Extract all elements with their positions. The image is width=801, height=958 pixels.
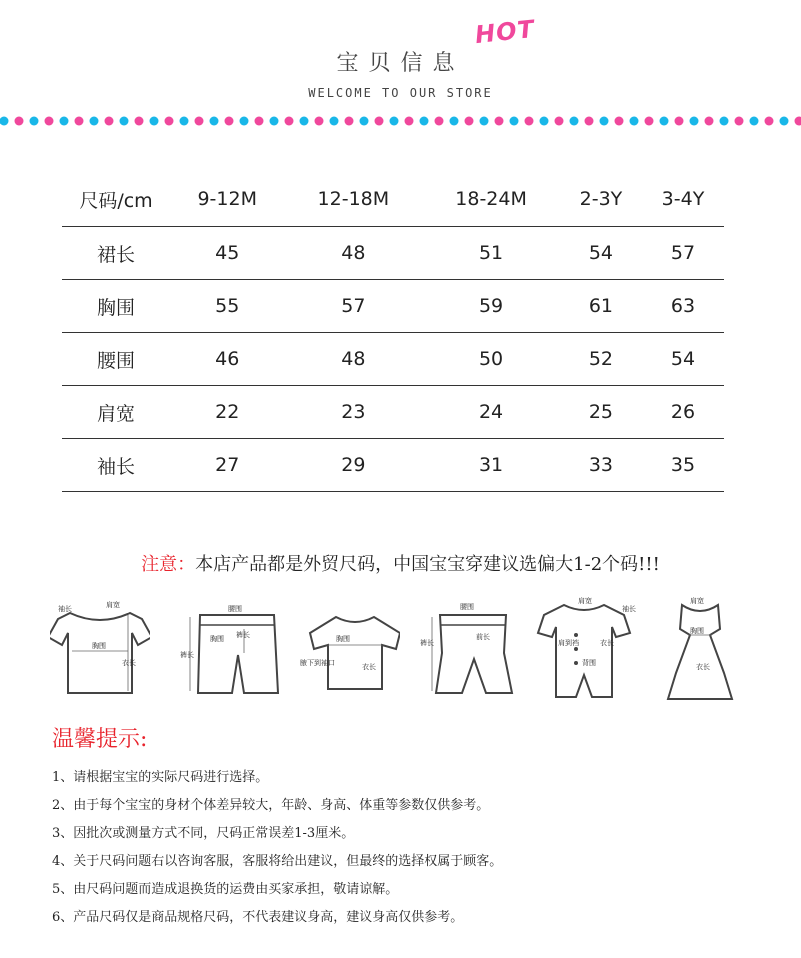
divider-dot [210, 117, 219, 126]
table-cell: 31 [478, 454, 504, 476]
page-subtitle: WELCOME TO OUR STORE [308, 86, 493, 100]
table-header-cell: 2-3Y [579, 188, 623, 210]
row-label: 腰围 [96, 349, 135, 372]
divider-dot [225, 117, 234, 126]
table-cell: 48 [341, 348, 366, 370]
diagram-label: 腰围 [228, 605, 242, 613]
divider-dot [390, 117, 399, 126]
table-row [62, 439, 724, 492]
table-cell: 57 [341, 295, 366, 317]
diagram-label: 衣长 [362, 663, 376, 671]
divider-dot [540, 117, 549, 126]
divider-dot [150, 117, 159, 126]
diagram-label: 背围 [582, 659, 596, 667]
measurement-diagrams [50, 593, 750, 705]
divider-dot [255, 117, 264, 126]
divider-dot [765, 117, 774, 126]
list-item: 6、产品尺码仅是商品规格尺码，不代表建议身高，建议身高仅供参考。 [52, 910, 464, 925]
divider-dot [120, 117, 129, 126]
diagram-label: 袖长 [622, 605, 636, 613]
diagram-label: 裤长 [180, 651, 194, 659]
divider-dot [90, 117, 99, 126]
table-cell: 35 [670, 454, 696, 476]
table-row [62, 386, 724, 439]
diagram-label: 裤长 [420, 639, 434, 647]
hot-badge: HOT [473, 14, 537, 50]
diagram-label: 肩宽 [106, 601, 120, 609]
tips-title: 温馨提示: [52, 727, 148, 752]
table-row [62, 333, 724, 386]
diagram-label: 肩宽 [578, 597, 592, 605]
divider-dot [750, 117, 759, 126]
divider-dot [645, 117, 654, 126]
divider-dot [570, 117, 579, 126]
table-header-row [62, 172, 724, 227]
diagram-label: 肩到裆 [558, 639, 579, 647]
divider-dot [105, 117, 114, 126]
list-item: 5、由尺码问题而造成退换货的运费由买家承担，敬请谅解。 [52, 882, 399, 897]
list-item: 1、请根据宝宝的实际尺码进行选择。 [52, 770, 269, 785]
table-cell: 51 [478, 242, 504, 264]
table-header-cell: 18-24M [455, 188, 527, 210]
table-cell: 25 [588, 401, 614, 423]
table-row [62, 280, 724, 333]
row-label: 裙长 [96, 243, 135, 266]
divider-dot [45, 117, 54, 126]
divider-dot [465, 117, 474, 126]
list-item: 2、由于每个宝宝的身材个体差异较大，年龄、身高、体重等参数仅供参考。 [52, 798, 490, 813]
divider-dot [300, 117, 309, 126]
divider-dot [480, 117, 489, 126]
divider-dot [675, 117, 684, 126]
diagram-label: 衣长 [122, 659, 136, 667]
divider-dot [450, 117, 459, 126]
diagram-label: 腋下到袖口 [300, 659, 335, 667]
table-header-cell: 12-18M [317, 188, 390, 210]
diagram-label: 腰围 [460, 603, 474, 611]
divider-dot [525, 117, 534, 126]
divider-dot [630, 117, 639, 126]
size-notice [0, 550, 801, 576]
table-cell: 24 [478, 401, 504, 423]
table-cell: 48 [341, 242, 366, 264]
divider-dot [585, 117, 594, 126]
divider-dot [270, 117, 279, 126]
table-cell: 22 [215, 401, 240, 423]
table-cell: 33 [588, 454, 614, 476]
row-label: 袖长 [96, 455, 135, 478]
table-header-cell: 3-4Y [661, 188, 705, 210]
diagram-label: 裤长 [236, 631, 250, 639]
table-row [62, 227, 724, 280]
notice-label: 注意： [141, 554, 196, 575]
romper-diagram [530, 593, 640, 705]
divider-dot [555, 117, 564, 126]
table-cell: 54 [588, 242, 614, 264]
shorts-diagram [178, 593, 288, 705]
diagram-label: 胸围 [690, 627, 704, 635]
table-header-cell: 9-12M [197, 188, 257, 210]
row-label: 胸围 [96, 296, 135, 319]
list-item: 3、因批次或测量方式不同，尺码正常误差1-3厘米。 [52, 826, 355, 841]
divider-dot [705, 117, 714, 126]
divider-dot [660, 117, 669, 126]
divider-dot [180, 117, 189, 126]
divider-dot [735, 117, 744, 126]
divider-dot [360, 117, 369, 126]
divider-dot [0, 117, 9, 126]
divider-dot [435, 117, 444, 126]
row-label: 肩宽 [96, 402, 135, 425]
table-cell: 45 [215, 242, 240, 264]
divider-dot [165, 117, 174, 126]
divider-dot [75, 117, 84, 126]
divider-dot [795, 117, 801, 126]
divider-dot [240, 117, 249, 126]
dress-diagram [650, 593, 750, 705]
divider-dot [345, 117, 354, 126]
divider-dot [315, 117, 324, 126]
page-title: 宝贝信息 [336, 51, 465, 76]
table-header-cell: 尺码/cm [79, 189, 153, 212]
tips-list [52, 768, 502, 936]
divider-dot [600, 117, 609, 126]
size-table [62, 172, 724, 492]
tshirt-diagram [50, 593, 150, 705]
divider-dot [30, 117, 39, 126]
divider-dot [60, 117, 69, 126]
diagram-label: 肩宽 [690, 597, 704, 605]
divider-dot [195, 117, 204, 126]
diagram-label: 胸围 [336, 635, 350, 643]
table-cell: 54 [670, 348, 696, 370]
divider-dot [405, 117, 414, 126]
diagram-label: 衣长 [600, 639, 614, 647]
diagram-label: 前长 [476, 633, 490, 641]
divider-dot [720, 117, 729, 126]
diagram-label: 衣长 [696, 663, 710, 671]
table-cell: 55 [215, 295, 240, 317]
diagram-label: 胸围 [92, 642, 106, 650]
table-cell: 26 [670, 401, 696, 423]
divider-dot [510, 117, 519, 126]
table-cell: 50 [478, 348, 504, 370]
table-cell: 23 [341, 401, 366, 423]
notice-text: 本店产品都是外贸尺码，中国宝宝穿建议选偏大1-2个码!!! [195, 554, 660, 575]
divider-dot [780, 117, 789, 126]
divider-dot [15, 117, 24, 126]
list-item: 4、关于尺码问题右以咨询客服，客服将给出建议，但最终的选择权属于顾客。 [52, 854, 503, 869]
raglan-diagram [300, 593, 400, 705]
romper-shorts-diagram [420, 593, 520, 705]
table-cell: 46 [215, 348, 240, 370]
table-cell: 63 [670, 295, 696, 317]
dotted-divider [0, 115, 801, 127]
divider-dot [690, 117, 699, 126]
divider-dot [420, 117, 429, 126]
diagram-label: 袖长 [58, 605, 72, 613]
divider-dot [375, 117, 384, 126]
table-cell: 59 [478, 295, 504, 317]
table-cell: 29 [341, 454, 366, 476]
table-cell: 27 [215, 454, 240, 476]
divider-dot [285, 117, 294, 126]
divider-dot [495, 117, 504, 126]
divider-dot [330, 117, 339, 126]
table-cell: 61 [588, 295, 614, 317]
divider-dot [135, 117, 144, 126]
diagram-label: 胸围 [210, 635, 224, 643]
table-cell: 57 [670, 242, 696, 264]
table-cell: 52 [588, 348, 614, 370]
divider-dot [615, 117, 624, 126]
